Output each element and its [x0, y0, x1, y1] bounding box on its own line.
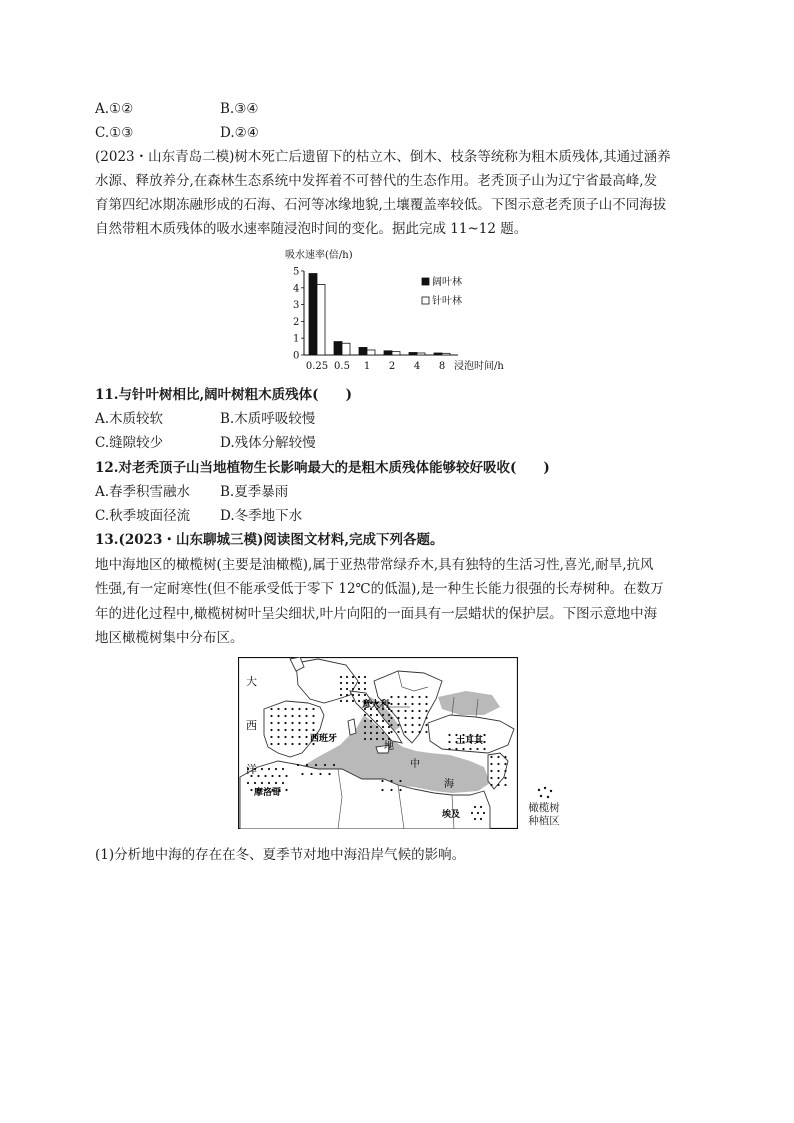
olive-dot	[364, 738, 366, 740]
olive-dot	[346, 700, 348, 702]
prev-option-c: C.①③	[95, 125, 134, 141]
olive-dot	[390, 696, 392, 698]
olive-dot	[411, 696, 413, 698]
olive-dot	[504, 777, 506, 779]
olive-dot	[305, 736, 307, 738]
olive-dot	[404, 717, 406, 719]
q13-stem: 13.(2023・山东聊城三模)阅读图文材料,完成下列各题。	[95, 532, 444, 548]
olive-dot	[291, 715, 293, 717]
bar-broadleaf-0.5	[334, 342, 342, 355]
olive-dot	[284, 736, 286, 738]
olive-dot	[425, 724, 427, 726]
map-label-sea-1: 地	[384, 741, 394, 752]
olive-dot	[382, 714, 384, 716]
bar-broadleaf-2	[384, 351, 392, 355]
olive-dot	[340, 694, 342, 696]
olive-dot	[268, 768, 270, 770]
olive-dot	[275, 782, 277, 784]
olive-dot	[340, 682, 342, 684]
q12-option-c: C.秋季坡面径流	[95, 508, 191, 524]
q13-material-line-4: 地区橄榄树集中分布区。	[95, 630, 244, 646]
map-label-ocean-2: 西	[246, 719, 257, 732]
olive-dot	[352, 682, 354, 684]
olive-dot	[483, 748, 485, 750]
olive-dot	[261, 768, 263, 770]
olive-dot	[364, 726, 366, 728]
olive-dot	[358, 688, 360, 690]
olive-dot	[404, 696, 406, 698]
olive-dot	[399, 780, 401, 782]
olive-dot	[364, 688, 366, 690]
olive-dot	[277, 729, 279, 731]
bar-conifer-0.25	[317, 284, 325, 355]
olive-dot	[358, 682, 360, 684]
olive-dot	[277, 715, 279, 717]
olive-dot	[284, 708, 286, 710]
olive-dot	[425, 696, 427, 698]
olive-dot	[298, 708, 300, 710]
mediterranean-olive-map	[238, 657, 518, 829]
olive-dot	[285, 789, 287, 791]
olive-dot	[480, 818, 482, 820]
bar-broadleaf-4	[409, 352, 417, 355]
olive-dot	[397, 724, 399, 726]
olive-dot	[411, 731, 413, 733]
olive-dot	[319, 773, 321, 775]
olive-dot	[381, 780, 383, 782]
olive-dot	[390, 780, 392, 782]
olive-dot	[271, 775, 273, 777]
bar-conifer-8	[442, 353, 450, 355]
q11-option-c: C.缝隙较少	[95, 435, 164, 451]
olive-dot	[257, 775, 259, 777]
olive-dot	[404, 724, 406, 726]
map-legend	[521, 786, 567, 830]
olive-dot	[397, 717, 399, 719]
olive-dot	[490, 763, 492, 765]
olive-dot	[397, 703, 399, 705]
olive-dot	[497, 784, 499, 786]
bar-broadleaf-8	[434, 353, 442, 355]
olive-dot	[370, 726, 372, 728]
legend-label-line-1: 橄榄树	[528, 802, 560, 814]
olive-dot	[277, 743, 279, 745]
y-tick-label: 5	[293, 266, 300, 278]
x-tick-label-8: 8	[438, 361, 446, 372]
olive-dot	[504, 784, 506, 786]
chart-xlabel: 浸泡时间/h	[454, 361, 504, 372]
olive-dot	[305, 729, 307, 731]
x-tick-label-4: 4	[413, 361, 421, 372]
olive-dot	[390, 731, 392, 733]
q13-sub1: (1)分析地中海的存在在冬、夏季节对地中海沿岸气候的影响。	[95, 847, 466, 863]
olive-dot	[418, 696, 420, 698]
olive-dot	[381, 789, 383, 791]
olive-dot	[284, 715, 286, 717]
olive-dot	[291, 743, 293, 745]
olive-dot	[268, 782, 270, 784]
olive-dot	[390, 789, 392, 791]
olive-dot	[306, 764, 308, 766]
map-label-sea-3: 海	[444, 779, 454, 790]
olive-dot	[364, 682, 366, 684]
olive-dot	[483, 741, 485, 743]
map-label-italy: 意大利	[362, 700, 390, 710]
olive-dot	[277, 736, 279, 738]
olive-dot	[346, 682, 348, 684]
intro-line-1: (2023・山东青岛二模)树木死亡后遗留下的枯立木、倒木、枝条等统称为粗木质残体,其通过涵养	[95, 149, 671, 165]
olive-dot	[301, 773, 303, 775]
map-label-ocean-3: 洋	[246, 763, 257, 776]
olive-dot	[370, 738, 372, 740]
olive-dot	[364, 694, 366, 696]
map-label-morocco: 摩洛哥	[254, 788, 282, 798]
olive-dot	[364, 714, 366, 716]
olive-dot	[282, 768, 284, 770]
olive-dot	[418, 724, 420, 726]
olive-dot	[504, 763, 506, 765]
olive-dot	[291, 722, 293, 724]
olive-dot	[291, 729, 293, 731]
olive-dot	[425, 703, 427, 705]
olive-dot	[352, 676, 354, 678]
y-tick-label: 2	[293, 316, 300, 328]
olive-dot	[305, 708, 307, 710]
olive-dot	[490, 784, 492, 786]
y-tick-label: 0	[293, 350, 300, 362]
olive-dot	[404, 710, 406, 712]
olive-dot	[352, 688, 354, 690]
olive-dot	[270, 736, 272, 738]
olive-dot	[275, 768, 277, 770]
olive-dot	[411, 710, 413, 712]
olive-dot	[411, 703, 413, 705]
olive-dot	[270, 743, 272, 745]
olive-dot	[305, 715, 307, 717]
olive-dot	[411, 717, 413, 719]
olive-dot	[250, 789, 252, 791]
olive-dot	[324, 764, 326, 766]
olive-dot	[352, 694, 354, 696]
olive-dot	[448, 734, 450, 736]
olive-dot	[364, 732, 366, 734]
olive-dot	[490, 756, 492, 758]
olive-dot	[358, 694, 360, 696]
olive-dot	[418, 710, 420, 712]
olive-dot	[474, 818, 476, 820]
olive-dot	[376, 738, 378, 740]
olive-dot	[490, 777, 492, 779]
bar-broadleaf-1	[359, 347, 367, 355]
map-label-ocean-1: 大	[246, 675, 257, 688]
water-absorption-chart	[282, 247, 522, 375]
olive-dot	[364, 676, 366, 678]
olive-dot	[298, 743, 300, 745]
legend-label-line-2: 种植区	[528, 815, 560, 827]
olive-dot	[312, 708, 314, 710]
olive-dot	[291, 736, 293, 738]
olive-dot	[388, 726, 390, 728]
olive-dot	[399, 789, 401, 791]
olive-dot	[480, 806, 482, 808]
prev-option-b: B.③④	[220, 101, 259, 117]
intro-line-2: 水源、释放养分,在森林生态系统中发挥着不可替代的生态作用。老秃顶子山为辽宁省最高峰,发	[95, 173, 658, 189]
olive-dot	[476, 748, 478, 750]
olive-dot	[483, 812, 485, 814]
olive-dot	[298, 729, 300, 731]
olive-dot	[382, 732, 384, 734]
q12-option-b: B.夏季暴雨	[220, 484, 289, 500]
bar-broadleaf-0.25	[309, 274, 317, 355]
olive-dot	[504, 770, 506, 772]
olive-dot	[382, 720, 384, 722]
olive-dots-legend-icon	[535, 786, 555, 800]
olive-dot	[497, 763, 499, 765]
q13-material-line-1: 地中海地区的橄榄树(主要是油橄榄),属于亚热带常绿乔木,具有独特的生活习性,喜光,耐旱,抗风	[95, 557, 654, 573]
q12-stem: 12.对老秃顶子山当地植物生长影响最大的是粗木质残体能够较好吸收( )	[95, 460, 550, 476]
legend-label-conifer: 针叶林	[432, 296, 462, 307]
olive-dot	[418, 703, 420, 705]
olive-dot	[388, 732, 390, 734]
legend-label-broadleaf: 阔叶林	[432, 277, 462, 288]
olive-dot	[390, 703, 392, 705]
olive-dot	[270, 708, 272, 710]
olive-dot	[284, 729, 286, 731]
q13-material-line-3: 年的进化过程中,橄榄树树叶呈尖细状,叶片向阳的一面具有一层蜡状的保护层。下图示意地中海	[95, 606, 658, 622]
bar-conifer-1	[367, 350, 375, 355]
olive-dot	[497, 770, 499, 772]
olive-dot	[346, 688, 348, 690]
olive-dot	[264, 775, 266, 777]
x-tick-label-0.25: 0.25	[305, 361, 329, 372]
olive-dot	[411, 724, 413, 726]
x-tick-label-2: 2	[388, 361, 396, 372]
olive-dot	[382, 726, 384, 728]
olive-dot	[469, 748, 471, 750]
olive-dot	[370, 720, 372, 722]
olive-dot	[346, 694, 348, 696]
olive-dot	[497, 756, 499, 758]
q11-option-b: B.木质呼吸较慢	[220, 411, 316, 427]
olive-dot	[312, 729, 314, 731]
olive-dot	[390, 724, 392, 726]
q12-option-a: A.春季积雪融水	[95, 484, 191, 500]
olive-dot	[261, 782, 263, 784]
olive-dot	[376, 732, 378, 734]
olive-dot	[312, 715, 314, 717]
olive-dot	[474, 806, 476, 808]
olive-dot	[277, 708, 279, 710]
olive-dot	[448, 748, 450, 750]
olive-dot	[284, 722, 286, 724]
olive-dot	[388, 738, 390, 740]
olive-dot	[305, 743, 307, 745]
olive-dot	[298, 722, 300, 724]
olive-dot	[328, 773, 330, 775]
olive-dot	[388, 714, 390, 716]
olive-dot	[497, 777, 499, 779]
olive-dot	[333, 764, 335, 766]
q11-stem: 11.与针叶树相比,阔叶树粗木质残体( )	[95, 387, 352, 403]
olive-dot	[370, 732, 372, 734]
olive-dot	[270, 729, 272, 731]
olive-dot	[390, 710, 392, 712]
map-label-egypt: 埃及	[442, 810, 461, 820]
olive-dot	[298, 736, 300, 738]
intro-line-3: 育第四纪冰期冻融形成的石海、石河等冰缘地貌,土壤覆盖率较低。下图示意老秃顶子山不同海拔	[95, 197, 667, 213]
q11-option-a: A.木质较软	[95, 411, 164, 427]
olive-dot	[388, 720, 390, 722]
olive-dot	[376, 720, 378, 722]
olive-dot	[455, 748, 457, 750]
bar-conifer-2	[392, 352, 400, 355]
olive-dot	[376, 726, 378, 728]
olive-dot	[504, 756, 506, 758]
map-label-spain: 西班牙	[310, 734, 338, 744]
olive-dot	[397, 696, 399, 698]
olive-dot	[315, 764, 317, 766]
olive-dot	[404, 731, 406, 733]
olive-dot	[278, 775, 280, 777]
prev-option-d: D.②④	[220, 125, 259, 141]
olive-dot	[397, 710, 399, 712]
olive-dot	[364, 720, 366, 722]
olive-dot	[310, 773, 312, 775]
olive-dot	[425, 731, 427, 733]
olive-dot	[277, 722, 279, 724]
olive-dot	[418, 717, 420, 719]
olive-dot	[490, 770, 492, 772]
legend-swatch-conifer	[422, 297, 429, 304]
olive-dot	[270, 722, 272, 724]
olive-dot	[390, 717, 392, 719]
bar-conifer-0.5	[342, 343, 350, 355]
olive-dot	[376, 714, 378, 716]
olive-dot	[247, 782, 249, 784]
prev-option-a: A.①②	[95, 101, 134, 117]
olive-dot	[483, 734, 485, 736]
x-tick-label-0.5: 0.5	[334, 361, 350, 372]
olive-dot	[471, 812, 473, 814]
olive-dot	[284, 743, 286, 745]
olive-dot	[448, 741, 450, 743]
y-tick-label: 3	[293, 300, 300, 312]
olive-dot	[425, 717, 427, 719]
intro-line-4: 自然带粗木质残体的吸水速率随浸泡时间的变化。据此完成 11~12 题。	[95, 221, 528, 237]
olive-dot	[477, 812, 479, 814]
olive-dot	[352, 700, 354, 702]
q11-option-d: D.残体分解较慢	[220, 435, 316, 451]
map-label-sea-2: 中	[410, 759, 420, 770]
olive-dot	[340, 700, 342, 702]
olive-dot	[340, 676, 342, 678]
olive-dot	[305, 722, 307, 724]
olive-dot	[298, 715, 300, 717]
olive-dot	[418, 731, 420, 733]
map-label-turkey: 土耳其	[456, 736, 484, 746]
olive-dot	[462, 748, 464, 750]
y-tick-label: 4	[293, 283, 300, 295]
olive-dot	[425, 710, 427, 712]
olive-dot	[291, 708, 293, 710]
olive-dot	[358, 700, 360, 702]
olive-dot	[285, 775, 287, 777]
olive-dot	[254, 782, 256, 784]
y-tick-label: 1	[293, 333, 300, 345]
olive-dot	[346, 676, 348, 678]
q12-option-d: D.冬季地下水	[220, 508, 303, 524]
olive-dot	[297, 764, 299, 766]
olive-dot	[270, 715, 272, 717]
olive-dot	[370, 714, 372, 716]
x-tick-label-1: 1	[363, 361, 371, 372]
olive-dot	[404, 703, 406, 705]
legend-swatch-broadleaf	[422, 278, 429, 285]
olive-dot	[312, 722, 314, 724]
olive-dot	[358, 676, 360, 678]
chart-ylabel: 吸水速率(倍/h)	[285, 250, 353, 261]
olive-dot	[382, 738, 384, 740]
bar-conifer-4	[417, 353, 425, 355]
olive-dot	[340, 688, 342, 690]
q13-material-line-2: 性强,有一定耐寒性(但不能承受低于零下 12℃的低温),是一种生长能力很强的长寿树种。在数万	[95, 581, 664, 597]
olive-dot	[282, 782, 284, 784]
olive-dot	[397, 731, 399, 733]
